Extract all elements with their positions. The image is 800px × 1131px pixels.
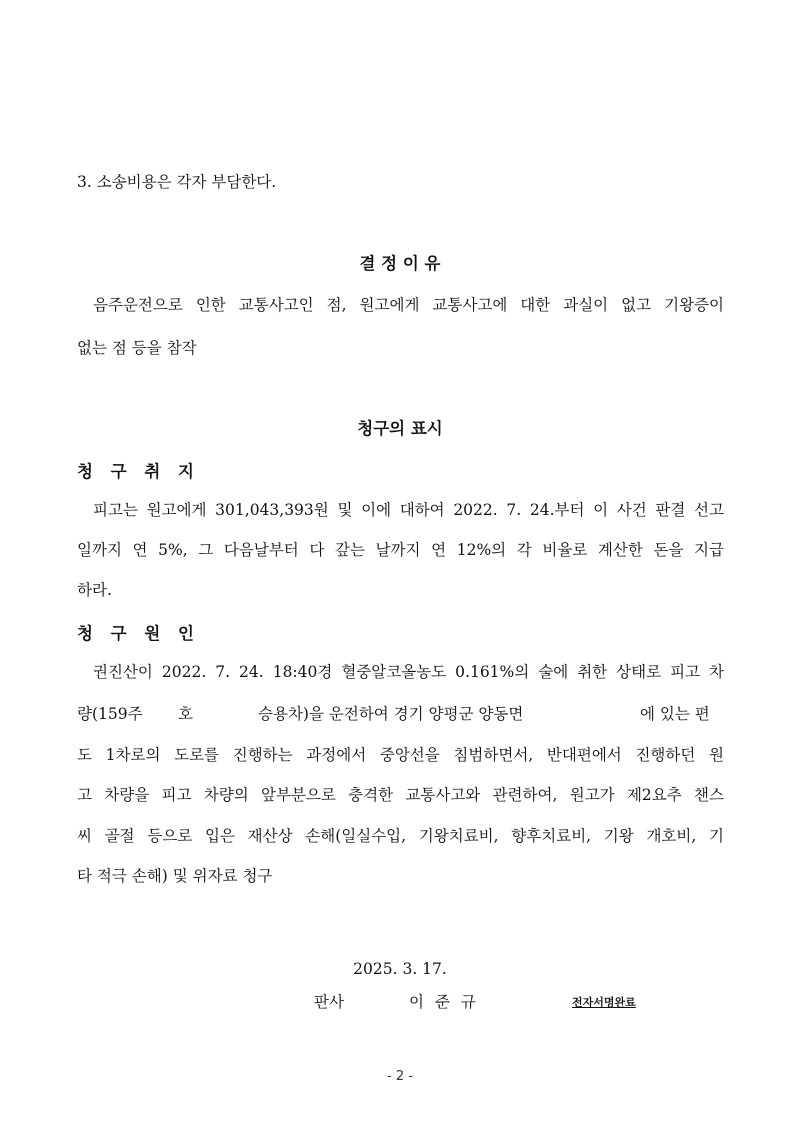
claim-purpose-line-2: 일까지 연 5%, 그 다음날부터 다 갚는 날까지 연 12%의 각 비율로 계산한 돈을 지급 [77,541,724,559]
e-signature-stamp: 전자서명완료 [572,996,636,1009]
order-item-3: 3. 소송비용은 각자 부담한다. [77,173,277,191]
signature-date: 2025. 3. 17. [353,960,447,978]
claim-cause-line-2a: 량(159주 [77,705,143,723]
claim-cause-line-2b: 호 [178,705,193,723]
claim-cause-line-3: 도 1차로의 도로를 진행하는 과정에서 중앙선을 침범하면서, 반대편에서 진행하던 원 [77,746,724,764]
claim-cause-line-5: 씨 골절 등으로 입은 재산상 손해(일실수입, 기왕치료비, 향후치료비, 기왕 개호비, 기 [77,827,724,845]
claim-cause-line-6: 타 적극 손해) 및 위자료 청구 [77,867,273,885]
judge-title: 판사 [314,993,344,1011]
judge-name: 이 준 규 [409,993,479,1011]
reasons-line-2: 없는 점 등을 참작 [77,339,197,357]
claim-cause-line-2c: 승용차)을 운전하여 경기 양평군 양동면 [258,705,524,723]
page-number: - 2 - [387,1069,413,1084]
reasons-line-1: 음주운전으로 인한 교통사고인 점, 원고에게 교통사고에 대한 과실이 없고 기왕증이 [93,296,724,314]
claim-purpose-line-3: 하라. [77,581,112,599]
claim-cause-line-2d: 에 있는 편 [640,705,710,723]
claim-cause-heading: 청 구 원 인 [77,624,200,643]
claim-cause-line-1: 권진산이 2022. 7. 24. 18:40경 혈중알코올농도 0.161%의 술에 취한 상태로 피고 차 [93,663,724,681]
claim-heading: 청구의 표시 [357,419,443,438]
claim-purpose-heading: 청 구 취 지 [77,462,200,481]
reasons-heading: 결 정 이 유 [359,254,441,273]
claim-purpose-line-1: 피고는 원고에게 301,043,393원 및 이에 대하여 2022. 7. 24.부터 이 사건 판결 선고 [93,501,724,519]
claim-cause-line-4: 고 차량을 피고 차량의 앞부분으로 충격한 교통사고와 관련하여, 원고가 제2요추 챈스 [77,786,724,804]
